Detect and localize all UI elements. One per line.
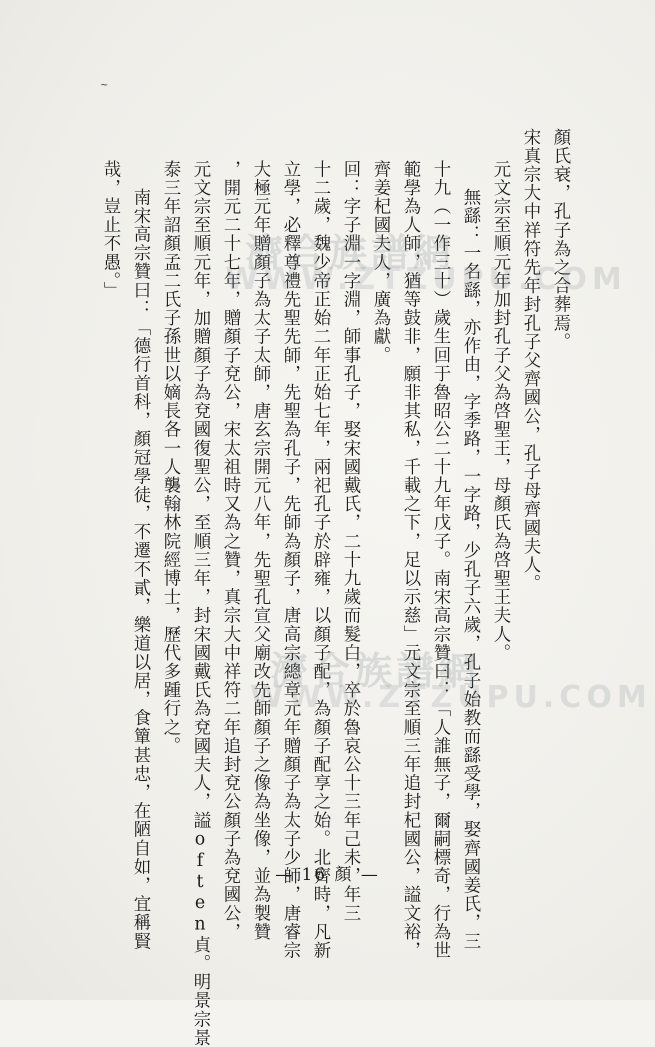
page-number: — 16 顏 — (275, 865, 380, 885)
text-column-11: 大極元年贈顏子為太子太師，唐玄宗開元八年，先聖孔宣父廟改先師顏子之像為坐像，並為製贊 (250, 160, 270, 942)
watermark-title-bottom: 濟合族譜網 (270, 649, 481, 693)
text-column-3: 元文宗至順元年加封孔子父為啓聖王，母顏氏為啓聖王夫人。 (490, 160, 510, 663)
text-column-6: 範學為人師，猶等鼓非，願非其私，千載之下，足以示慈」元文宗至順三年追封杞國公，謚文裕， (400, 160, 420, 960)
text-column-10: 立學，必釋尊禮先聖先師，先聖為孔子，先師為顏子，唐高宗總章元年贈顏子為太子少師，唐睿宗 (280, 160, 300, 960)
text-column-12: ，開元二十七年，贈顏子兗公，宋太祖時又為之贊，真宗大中祥符二年追封兗公顏子為兗國公， (220, 160, 240, 942)
text-column-8: 回：字子淵一字淵，師事孔子，娶宋國戴氏，二十九歲而髮白，卒於魯哀公十三年己未，年三 (340, 160, 360, 923)
text-column-15: 南宋高宗贊曰：「德行首科，顏冠學徒，不遷不貳，樂道以居，食簞甚忠，在陋自如，宜稱賢 (130, 188, 150, 951)
watermark-url-bottom: WWW.ZTZUPU.COM (250, 680, 652, 715)
text-column-16: 哉，豈止不愚。」 (100, 160, 120, 301)
watermark-title-top: 濟合族譜網 (245, 231, 456, 275)
text-column-1: 顏氏衰，孔子為之合葬焉。 (550, 128, 570, 352)
text-column-2: 宋真宗大中祥符先年封孔子父齊國公，孔子母齊國夫人。 (520, 128, 540, 593)
text-column-14: 泰三年詔顏孟二氏子孫世以嫡長各一人襲翰林院經博士，歷代多踵行之。 (160, 160, 180, 756)
watermark-url-top: WWW.ZTZUPU.COM (225, 262, 627, 297)
text-column-5: 十九（一作三十）歲生回于魯昭公二十九年戊子。南宋高宗贊曰：「人誰無子，爾嗣標奇，行為世 (430, 160, 450, 960)
text-column-13: 元文宗至順元年，加贈顏子為兗國復聖公，至順三年，封宋國戴氏為兗國夫人，謚often貞。明景宗景 (190, 160, 210, 1047)
text-column-7: 齊姜杞國夫人，廣為獻。 (370, 160, 390, 365)
text-column-9: 十二歲，魏少帝正始二年正始七年，兩祀孔子於辟雍，以顏子配，為顏子配享之始。北齊時，凡新 (310, 160, 330, 960)
text-column-4: 無繇：一名繇，亦作由，字季路，一字路，少孔子六歲，孔子始教而繇受學，娶齊國姜氏，三 (460, 188, 480, 951)
scan-mark: ~ (100, 80, 109, 91)
